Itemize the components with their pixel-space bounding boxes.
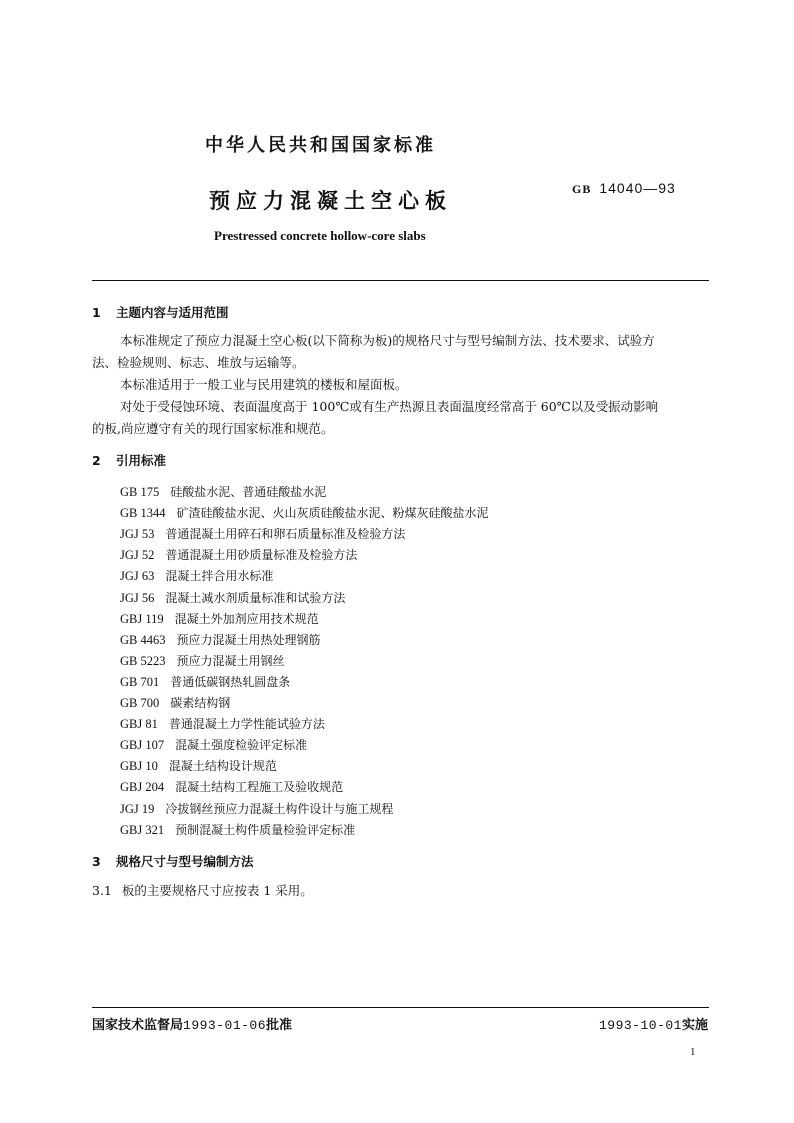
reference-code: GBJ 107 [120,738,165,753]
reference-item [120,610,319,627]
standard-type: 中华人民共和国国家标准 [205,135,436,156]
reference-item [120,736,307,753]
english-title: Prestressed concrete hollow-core slabs [214,228,426,243]
reference-title: 预应力混凝土用热处理钢筋 [176,632,321,647]
reference-code: GBJ 10 [120,759,158,774]
reference-item [120,694,230,711]
clause-3-1 [92,880,313,902]
effective-line [599,1014,708,1033]
clause-number: 3.1 [92,883,112,898]
effective-label: 实施 [681,1018,708,1033]
reference-item [120,778,343,795]
issuer: 国家技术监督局 [92,1018,184,1033]
reference-code: GB 1344 [120,506,166,521]
reference-title: 普通混凝土用砂质量标准及检验方法 [165,548,358,563]
reference-item [120,589,345,606]
header-rule [92,280,709,281]
section-title: 主题内容与适用范围 [116,305,229,320]
section-2-heading [92,451,166,469]
section-title: 引用标准 [116,453,167,468]
paragraph: 法、检验规则、标志、堆放与运输等。 [92,355,305,370]
reference-title: 混凝土强度检验评定标准 [175,738,308,753]
reference-code: GBJ 321 [120,822,165,837]
reference-code: JGJ 53 [120,527,155,542]
reference-code: GB 175 [120,485,160,499]
reference-item [120,715,325,732]
reference-title: 混凝土减水剂质量标准和试验方法 [165,590,346,605]
approve-label: 批准 [266,1018,293,1033]
reference-code: JGJ 52 [120,548,155,563]
section-1-heading [92,303,229,321]
document-title: 预应力混凝土空心板 [209,189,452,213]
approval-line [92,1014,292,1033]
reference-item [120,483,326,500]
reference-title: 矿渣硅酸盐水泥、火山灰质硅酸盐水泥、粉煤灰硅酸盐水泥 [176,506,489,521]
reference-title: 混凝土结构设计规范 [168,759,277,774]
clause-text: 板的主要规格尺寸应按表 1 采用。 [121,883,313,898]
reference-item [120,504,489,521]
section-number: 3 [92,854,101,869]
reference-code: JGJ 63 [120,569,155,584]
reference-item [120,567,273,584]
reference-title: 混凝土拌合用水标准 [165,569,274,584]
paragraph: 本标准规定了预应力混凝土空心板(以下简称为板)的规格尺寸与型号编制方法、技术要求、试验方 [120,333,655,348]
reference-code: JGJ 19 [120,801,155,816]
effective-date: 1993-10-01 [598,1018,682,1033]
reference-title: 混凝土结构工程施工及验收规范 [175,780,344,795]
footer-rule [92,1007,709,1008]
reference-title: 混凝土外加剂应用技术规范 [174,611,319,626]
code-prefix: GB [572,182,592,196]
reference-code: JGJ 56 [120,590,155,605]
reference-title: 普通混凝土用碎石和卵石质量标准及检验方法 [165,527,406,542]
reference-item [120,800,393,817]
reference-code: GBJ 119 [120,611,164,626]
reference-title: 普通混凝土力学性能试验方法 [168,717,325,732]
section-3-heading [92,852,254,870]
section-title: 规格尺寸与型号编制方法 [116,854,254,869]
code-number: 14040—93 [599,180,676,196]
reference-code: GBJ 81 [120,717,158,732]
reference-item [120,673,290,690]
reference-item [120,757,277,774]
reference-title: 冷拔钢丝预应力混凝土构件设计与施工规程 [165,801,394,816]
paragraph: 对处于受侵蚀环境、表面温度高于 100℃或有生产热源且表面温度经常高于 60℃以及受振动影响 [120,399,659,414]
paragraph: 的板,尚应遵守有关的现行国家标准和规范。 [92,421,334,436]
reference-item [120,821,355,838]
page-number: 1 [690,1046,696,1058]
section-number: 1 [92,305,101,320]
reference-item [120,546,357,563]
reference-title: 硅酸盐水泥、普通硅酸盐水泥 [170,485,327,499]
reference-title: 预应力混凝土用钢丝 [176,653,285,668]
paragraph: 本标准适用于一般工业与民用建筑的楼板和屋面板。 [120,377,408,392]
standard-code [572,180,676,197]
reference-item [120,652,285,669]
reference-item [120,631,321,648]
reference-code: GB 701 [120,674,160,689]
reference-code: GB 4463 [120,632,166,647]
reference-title: 碳素结构钢 [170,696,231,710]
section-number: 2 [92,453,101,468]
reference-item [120,525,405,542]
reference-title: 普通低碳钢热轧圆盘条 [170,674,291,689]
approve-date: 1993-01-06 [183,1018,267,1033]
reference-title: 预制混凝土构件质量检验评定标准 [175,822,356,837]
reference-code: GB 5223 [120,653,166,668]
reference-code: GB 700 [120,696,160,710]
reference-code: GBJ 204 [120,780,165,795]
